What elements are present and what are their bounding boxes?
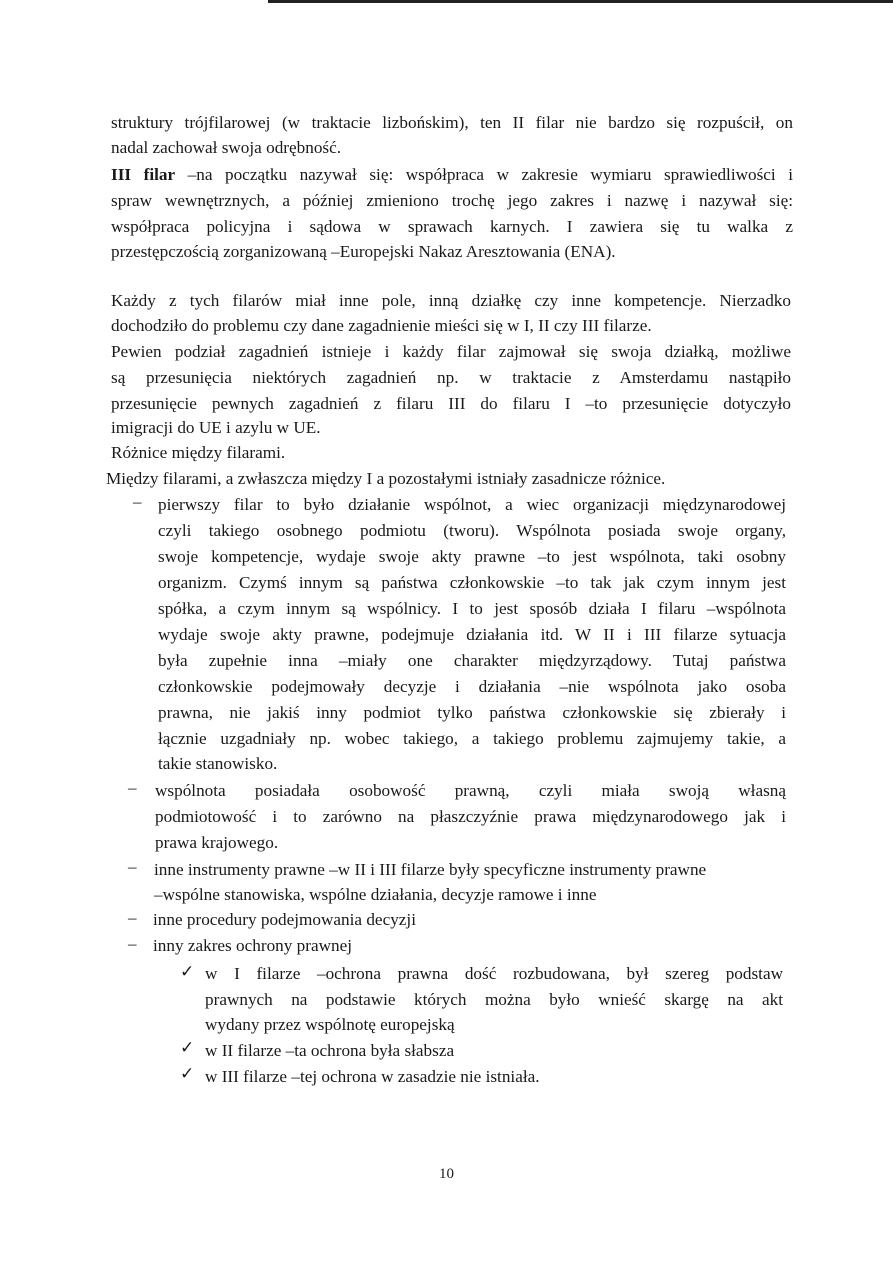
b3-line-1: inne instrumenty prawne –w II i III filarze były specyficzne instrumenty prawne (154, 860, 707, 879)
p4-line-1: Pewien podział zagadnień istnieje i każdy filar zajmował się swoja działką, możliwe (111, 342, 791, 361)
bullet-dash-4: – (128, 908, 137, 927)
bullet-dash-5: – (128, 934, 137, 953)
b1-line-10: łącznie uzgadniały np. wobec takiego, a takiego problemu zajmujemy takie, a (158, 729, 786, 748)
p2-title: III filar (111, 165, 176, 184)
section-heading: Różnice między filarami. (111, 443, 286, 462)
p1-line-2: nadal zachował swoja odrębność. (111, 138, 342, 157)
p1-line-1: struktury trójfilarowej (w traktacie lizbońskim), ten II filar nie bardzo się rozpuścił, on (111, 113, 793, 132)
p4-line-4: imigracji do UE i azylu w UE. (111, 418, 321, 437)
p3-line-1: Każdy z tych filarów miał inne pole, inną działkę czy inne kompetencje. Nierzadko (111, 291, 791, 310)
bullet-dash-1: – (133, 492, 142, 511)
p2-line-4: przestępczością zorganizowaną –Europejski Nakaz Aresztowania (ENA). (111, 242, 616, 261)
p2-line-1-rest: –na początku nazywał się: współpraca w zakresie wymiaru sprawiedliwości i (175, 165, 793, 184)
b1-line-6: wydaje swoje akty prawne, podejmuje działania itd. W II i III filarze sytuacja (158, 625, 786, 644)
b3-line-2: –wspólne stanowiska, wspólne działania, decyzje ramowe i inne (154, 885, 597, 904)
b2-line-3: prawa krajowego. (155, 833, 279, 852)
p2-line-1 (111, 163, 793, 188)
b5-line: inny zakres ochrony prawnej (153, 936, 353, 955)
bullet-dash-2: – (128, 778, 137, 797)
c1-line-3: wydany przez wspólnotę europejską (205, 1015, 455, 1034)
c1-line-2: prawnych na podstawie których można było wnieść skargę na akt (205, 990, 783, 1009)
c1-line-1: w I filarze –ochrona prawna dość rozbudowana, był szereg podstaw (205, 964, 783, 983)
check-icon-3: ✓ (180, 1064, 195, 1083)
b1-line-8: członkowskie podejmowały decyzje i działania –nie wspólnota jako osoba (158, 677, 786, 696)
p2-line-3: współpraca policyjna i sądowa w sprawach karnych. I zawiera się tu walka z (111, 217, 793, 236)
p4-line-3: przesunięcie pewnych zagadnień z filaru III do filaru I –to przesunięcie dotyczyło (111, 394, 791, 413)
b1-line-11: takie stanowisko. (158, 754, 278, 773)
c2-line: w II filarze –ta ochrona była słabsza (205, 1041, 455, 1060)
b1-line-9: prawna, nie jakiś inny podmiot tylko państwa członkowskie się zbierały i (158, 703, 786, 722)
b2-line-2: podmiotowość i to zarówno na płaszczyźnie prawa międzynarodowego jak i (155, 807, 786, 826)
p3-line-2: dochodziło do problemu czy dane zagadnienie mieści się w I, II czy III filarze. (111, 316, 652, 335)
intro-line: Między filarami, a zwłaszcza między I a pozostałymi istniały zasadnicze różnice. (106, 469, 666, 488)
b1-line-3: swoje kompetencje, wydaje swoje akty prawne –to jest wspólnota, taki osobny (158, 547, 786, 566)
b1-line-4: organizm. Czymś innym są państwa członkowskie –to tak jak czym innym jest (158, 573, 786, 592)
p4-line-2: są przesunięcia niektórych zagadnień np. w traktacie z Amsterdamu nastąpiło (111, 368, 791, 387)
check-icon-2: ✓ (180, 1038, 195, 1057)
b4-line: inne procedury podejmowania decyzji (153, 910, 416, 929)
b1-line-7: była zupełnie inna –miały one charakter międzyrządowy. Tutaj państwa (158, 651, 786, 670)
p2-line-2: spraw wewnętrznych, a później zmieniono trochę jego zakres i nazwę i nazywał się: (111, 191, 793, 210)
b1-line-5: spółka, a czym innym są wspólnicy. I to jest sposób działa I filaru –wspólnota (158, 599, 786, 618)
bullet-dash-3: – (128, 857, 137, 876)
b1-line-1: pierwszy filar to było działanie wspólnot, a wiec organizacji międzynarodowej (158, 495, 786, 514)
b2-line-1: wspólnota posiadała osobowość prawną, czyli miała swoją własną (155, 781, 786, 800)
c3-line: w III filarze –tej ochrona w zasadzie nie istniała. (205, 1067, 540, 1086)
page-number: 10 (439, 1166, 454, 1182)
b1-line-2: czyli takiego osobnego podmiotu (tworu). Wspólnota posiada swoje organy, (158, 521, 786, 540)
check-icon-1: ✓ (180, 962, 195, 981)
